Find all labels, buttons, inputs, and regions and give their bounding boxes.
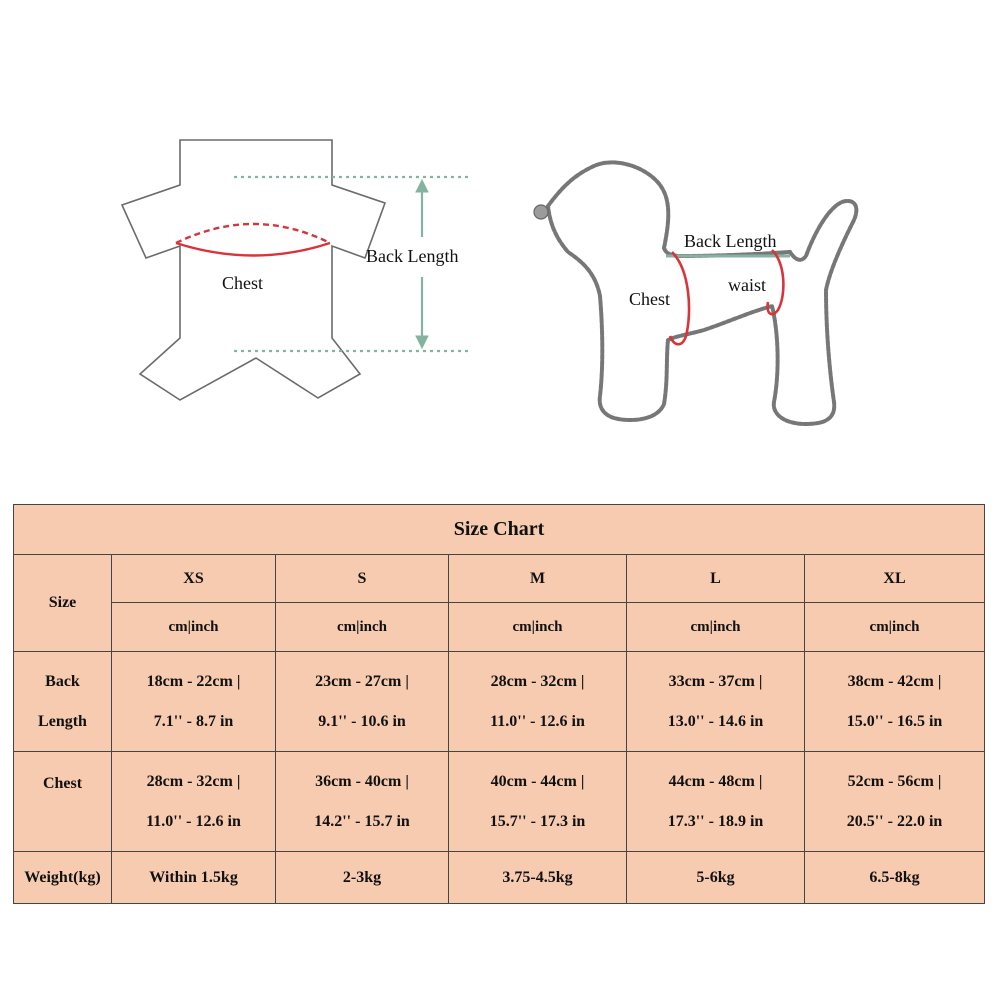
size-xl-header: XL — [805, 555, 985, 603]
unit-row — [14, 603, 985, 652]
size-xs-header: XS — [112, 555, 276, 603]
garment-chest-label: Chest — [222, 273, 264, 293]
weight-row-header: Weight(kg) — [14, 852, 112, 904]
cell-cm: 28cm - 32cm | — [490, 672, 585, 690]
dog-back-length-label: Back Length — [684, 231, 777, 251]
cell-cm: 52cm - 56cm | — [847, 772, 942, 790]
weight-cell: 2-3kg — [276, 852, 449, 904]
table-cell — [449, 652, 627, 752]
cell-cm: 38cm - 42cm | — [847, 672, 942, 690]
cell-cm: 36cm - 40cm | — [315, 772, 409, 790]
cell-inch: 11.0'' - 12.6 in — [146, 812, 241, 830]
size-chart-table — [13, 504, 985, 904]
cell-inch: 13.0'' - 14.6 in — [667, 712, 764, 730]
cell-inch: 15.7'' - 17.3 in — [489, 812, 586, 830]
back-length-row — [14, 652, 985, 752]
weight-cell: 3.75-4.5kg — [449, 852, 627, 904]
dog-chest-loop — [670, 252, 689, 344]
row-header-line: Length — [38, 712, 87, 730]
table-cell — [112, 752, 276, 852]
table-cell — [449, 752, 627, 852]
size-m-header: M — [449, 555, 627, 603]
cell-cm: 33cm - 37cm | — [668, 672, 763, 690]
row-header-line: Back — [45, 672, 80, 690]
table-cell — [112, 652, 276, 752]
row-header-line: Chest — [42, 774, 83, 792]
measurement-illustrations — [0, 0, 1000, 470]
size-row-header: Size — [14, 555, 112, 652]
table-cell — [627, 752, 805, 852]
cell-cm: 23cm - 27cm | — [315, 672, 409, 690]
cell-inch: 20.5'' - 22.0 in — [846, 812, 943, 830]
chest-row — [14, 752, 985, 852]
dog-waist-label: waist — [728, 275, 766, 295]
weight-cell: Within 1.5kg — [112, 852, 276, 904]
garment-back-length-label: Back Length — [366, 246, 459, 266]
dog-nose — [534, 205, 548, 219]
weight-cell: 6.5-8kg — [805, 852, 985, 904]
table-title: Size Chart — [14, 505, 985, 555]
cell-cm: 18cm - 22cm | — [146, 672, 241, 690]
dog-outline — [548, 162, 856, 424]
table-cell — [276, 652, 449, 752]
unit-cell: cm|inch — [449, 603, 627, 652]
chest-row-header — [14, 752, 112, 852]
table-cell — [805, 652, 985, 752]
table-title-row — [14, 505, 985, 555]
cell-cm: 28cm - 32cm | — [146, 772, 241, 790]
cell-cm: 40cm - 44cm | — [490, 772, 585, 790]
unit-cell: cm|inch — [805, 603, 985, 652]
cell-inch: 9.1'' - 10.6 in — [318, 712, 406, 730]
unit-cell: cm|inch — [276, 603, 449, 652]
table-cell — [276, 752, 449, 852]
back-length-row-header — [14, 652, 112, 752]
cell-inch: 7.1'' - 8.7 in — [153, 712, 234, 730]
unit-cell: cm|inch — [627, 603, 805, 652]
size-l-header: L — [627, 555, 805, 603]
size-s-header: S — [276, 555, 449, 603]
illustration-canvas — [0, 0, 1000, 470]
garment-outline — [122, 140, 385, 400]
dog-chest-label: Chest — [629, 289, 671, 309]
cell-cm: 44cm - 48cm | — [668, 772, 763, 790]
cell-inch: 15.0'' - 16.5 in — [846, 712, 943, 730]
cell-inch: 17.3'' - 18.9 in — [667, 812, 764, 830]
cell-inch: 14.2'' - 15.7 in — [314, 812, 410, 830]
unit-cell: cm|inch — [112, 603, 276, 652]
weight-row — [14, 852, 985, 904]
table-cell — [627, 652, 805, 752]
weight-cell: 5-6kg — [627, 852, 805, 904]
table-cell — [805, 752, 985, 852]
cell-inch: 11.0'' - 12.6 in — [490, 712, 585, 730]
size-header-row — [14, 555, 985, 603]
